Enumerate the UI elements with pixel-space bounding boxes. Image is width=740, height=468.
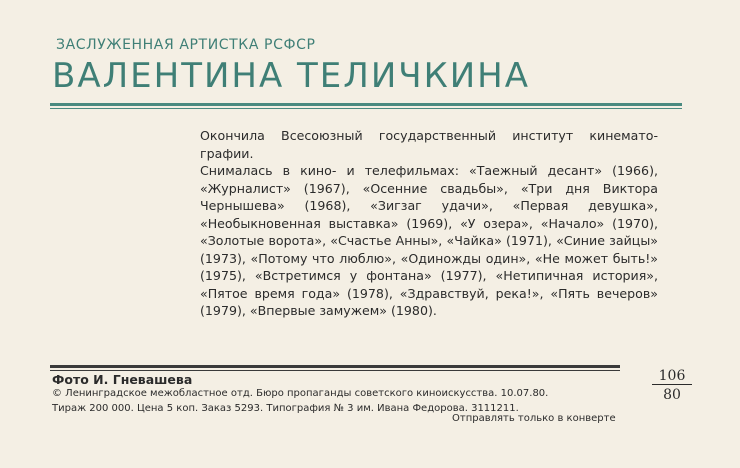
header-divider-thin (50, 108, 682, 109)
biography (200, 127, 658, 320)
footer-divider-thin (50, 370, 620, 371)
card-number-top: 106 (658, 368, 686, 384)
publisher-info (52, 386, 612, 416)
card-number-bottom: 80 (663, 387, 681, 403)
card-number-divider (652, 384, 692, 385)
bio-education: Окончила Всесоюзный государственный институт кинемато-графии. (200, 128, 658, 161)
footer-divider-thick (50, 365, 620, 368)
photo-credit: Фото И. Гневашева (52, 372, 193, 387)
bio-filmography: Снималась в кино- и телефильмах: «Таежный десант» (1966), «Журналист» (1967), «Осенние свадьбы», «Три дня Виктора Чернышева» (1968), «Зигзаг удачи», «Первая девушка», «Необыкновенная выставка» (1969), «У озера», «Начало» (1970), «Золотые ворота», «Счастье Анны», «Чайка» (1971), «Синие зайцы» (1973), «Потому что люблю», «Одиножды один», «Не может быть!» (1975), «Встретимся у фонтана» (1977), «Нетипичная история», «Пятое время года» (1978), «Здравствуй, река!», «Пять вечеров» (1979), «Впервые замужем» (1980). (200, 163, 658, 318)
header-divider-thick (50, 103, 682, 106)
publisher-line-2: Тираж 200 000. Цена 5 коп. Заказ 5293. Типография № 3 им. Ивана Федорова. 3111211. (52, 403, 519, 414)
actress-name: ВАЛЕНТИНА ТЕЛИЧКИНА (52, 56, 530, 96)
honorary-title: ЗАСЛУЖЕННАЯ АРТИСТКА РСФСР (56, 37, 316, 53)
publisher-line-1: © Ленинградское межобластное отд. Бюро пропаганды советского киноискусства. 10.07.80. (52, 388, 549, 399)
mailing-note: Отправлять только в конверте (452, 413, 616, 424)
